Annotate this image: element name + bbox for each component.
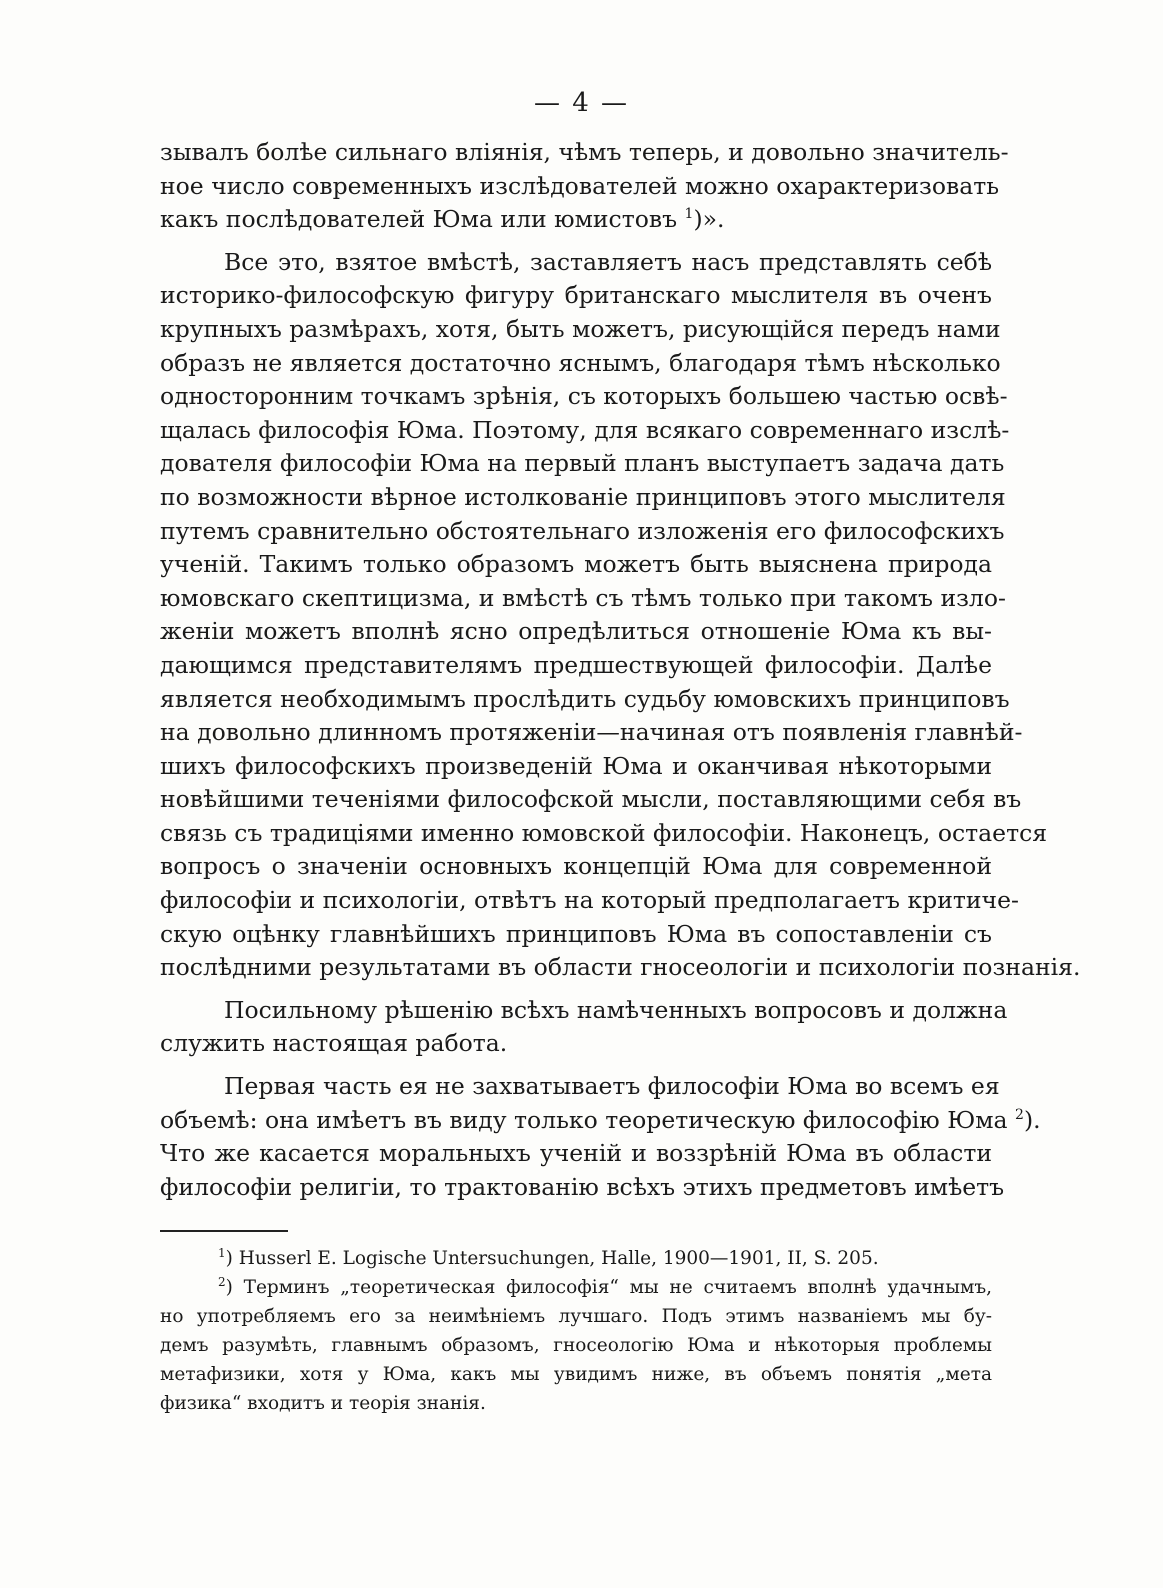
footnote-ref-1[interactable]: 1 bbox=[684, 206, 694, 223]
text-line: философіи и психологіи, отвѣтъ на который предполагаетъ критиче- bbox=[160, 886, 1019, 915]
text-line: является необходимымъ прослѣдить судьбу юмовскихъ принциповъ bbox=[160, 684, 1010, 713]
footnote-mark: 1 bbox=[218, 1246, 226, 1260]
text-line bbox=[160, 203, 992, 237]
footnote-line: метафизики, хотя у Юма, какъ мы увидимъ ниже, въ объемъ понятія „мета bbox=[160, 1364, 992, 1385]
text-line: Первая часть ея не захватываетъ философіи Юма во всемъ ея bbox=[224, 1072, 1000, 1101]
footnote-line: демъ разумѣть, главнымъ образомъ, гносеологію Юма и нѣкоторыя проблемы bbox=[160, 1335, 992, 1356]
text-line: Все это, взятое вмѣстѣ, заставляетъ насъ представлять себѣ bbox=[224, 247, 992, 276]
text-line: по возможности вѣрное истолкованіе принциповъ этого мыслителя bbox=[160, 482, 1006, 511]
text-line: ученій. Такимъ только образомъ можетъ быть выяснена природа bbox=[160, 550, 992, 579]
text-line: шихъ философскихъ произведеній Юма и оканчивая нѣкоторыми bbox=[160, 751, 992, 780]
text-line: служить настоящая работа. bbox=[160, 1029, 508, 1058]
text-line: послѣдними результатами въ области гносеологіи и психологіи познанія. bbox=[160, 953, 1081, 982]
text-line: на довольно длинномъ протяженіи—начиная отъ появленія главнѣй- bbox=[160, 718, 1023, 747]
text-fragment: )». bbox=[693, 205, 725, 234]
text-fragment: объемѣ: она имѣетъ въ виду только теоретическую философію Юма bbox=[160, 1105, 1008, 1134]
text-line: историко-философскую фигуру британскаго мыслителя въ оченъ bbox=[160, 281, 992, 310]
footnote-2 bbox=[160, 1273, 992, 1302]
text-line: юмовскаго скептицизма, и вмѣстѣ съ тѣмъ только при такомъ изло- bbox=[160, 583, 1006, 612]
text-line: путемъ сравнительно обстоятельнаго изложенія его философскихъ bbox=[160, 516, 1005, 545]
footnotes bbox=[160, 1244, 992, 1418]
text-fragment: какъ послѣдователей Юма или юмистовъ bbox=[160, 205, 678, 234]
text-line: крупныхъ размѣрахъ, хотя, быть можетъ, рисующійся передъ нами bbox=[160, 314, 1001, 343]
text-line: Посильному рѣшенію всѣхъ намѣченныхъ вопросовъ и должна bbox=[224, 995, 1008, 1024]
footnote-line: физика“ входитъ и теорія знанія. bbox=[160, 1393, 486, 1414]
footnote-ref-2[interactable]: 2 bbox=[1015, 1106, 1024, 1123]
text-line: образъ не является достаточно яснымъ, благодаря тѣмъ нѣсколько bbox=[160, 348, 1001, 377]
text-line: дователя философіи Юма на первый планъ выступаетъ задача дать bbox=[160, 449, 1005, 478]
text-line: философіи религіи, то трактованію всѣхъ этихъ предметовъ имѣетъ bbox=[160, 1172, 1005, 1201]
text-line: новѣйшими теченіями философской мысли, поставляющими себя въ bbox=[160, 785, 1022, 814]
text-line: дающимся представителямъ предшествующей философіи. Далѣе bbox=[160, 650, 992, 679]
text-line: женіи можетъ вполнѣ ясно опредѣлиться отношеніе Юма къ вы- bbox=[160, 617, 992, 646]
page-number: — 4 — bbox=[533, 88, 630, 118]
main-text bbox=[160, 136, 1081, 1204]
footnote-text: ) Husserl E. Logische Untersuchungen, Halle, 1900—1901, II, S. 205. bbox=[225, 1248, 879, 1269]
text-line: скую оцѣнку главнѣйшихъ принциповъ Юма въ сопоставленіи съ bbox=[160, 919, 992, 948]
text-fragment: ). bbox=[1023, 1105, 1041, 1134]
footnote-mark: 2 bbox=[218, 1275, 226, 1289]
text-line: Что же касается моральныхъ ученій и воззрѣній Юма въ области bbox=[160, 1139, 992, 1168]
text-line: односторонним точкамъ зрѣнія, съ которыхъ большею частью освѣ- bbox=[160, 382, 1008, 411]
text-line: связь съ традиціями именно юмовской философіи. Наконецъ, остается bbox=[160, 818, 1048, 847]
text-line: щалась философія Юма. Поэтому, для всякаго современнаго изслѣ- bbox=[160, 415, 1010, 444]
text-line: вопросъ о значеніи основныхъ концепцій Юма для современной bbox=[160, 852, 992, 881]
text-line: ное число современныхъ изслѣдователей можно охарактеризовать bbox=[160, 171, 1000, 200]
text-line: зывалъ болѣе сильнаго вліянія, чѣмъ теперь, и довольно значитель- bbox=[160, 138, 1009, 166]
footnote-divider bbox=[160, 1230, 288, 1232]
footnote-text: ) Терминъ „теоретическая философія“ мы не считаемъ вполнѣ удачнымъ, bbox=[225, 1277, 992, 1298]
text-line bbox=[160, 1104, 1041, 1138]
footnote-1 bbox=[160, 1244, 992, 1273]
footnote-line: но употребляемъ его за неимѣніемъ лучшаго. Подъ этимъ названіемъ мы бу- bbox=[160, 1306, 992, 1327]
